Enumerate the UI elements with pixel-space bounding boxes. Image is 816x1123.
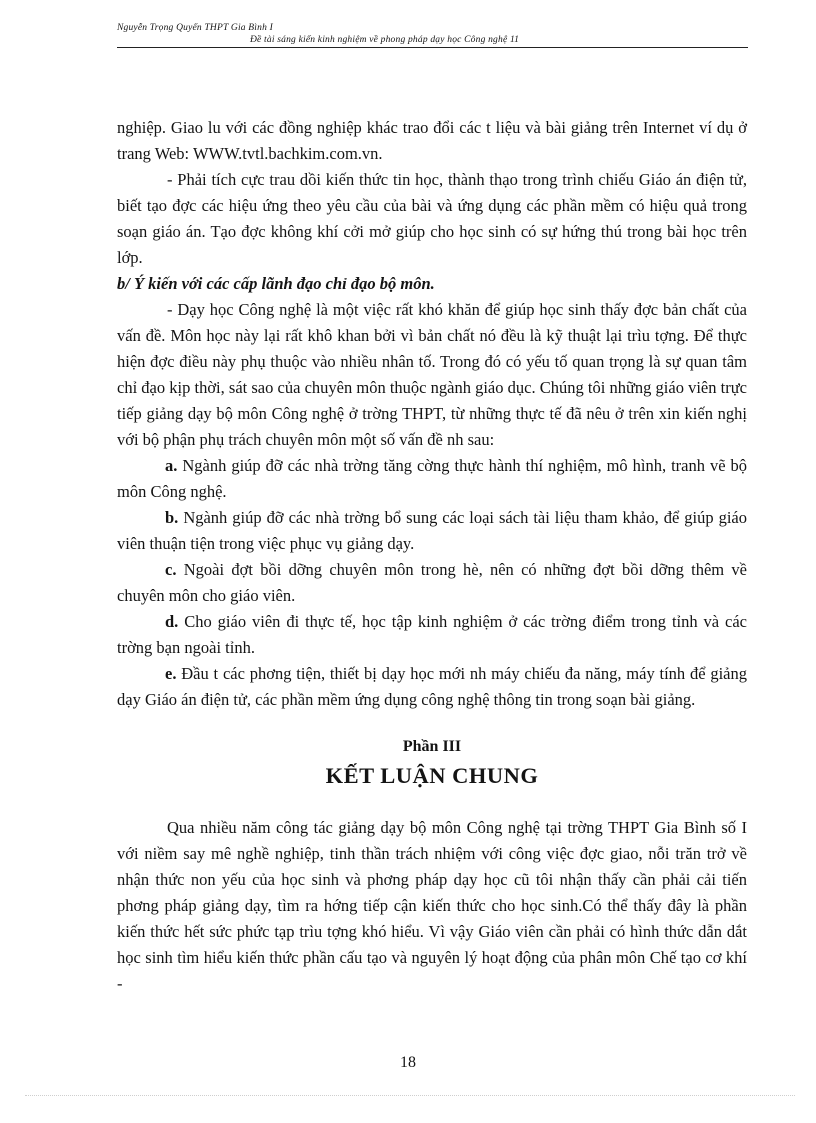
list-item-text: Ngoài đợt bồi dỡng chuyên môn trong hè, nên có những đợt bồi dỡng thêm về chuyên môn cho giáo viên. [117,560,748,605]
footer-rule [25,1095,795,1096]
list-item-c [117,557,747,609]
paragraph-2: - Phải tích cực trau dồi kiến thức tin học, thành thạo trong trình chiếu Giáo án điện tử, biết tạo đợc các hiệu ứng theo yêu cầu của bài và ứng dụng các phần mềm có hiệu quả trong soạn giáo án. Tạo đợc không khí cởi mở giúp cho học sinh có sự hứng thú trong bài học trên lớp. [117,170,747,267]
list-marker: b. [165,508,179,527]
header-author: Nguyễn Trọng Quyến THPT Gia Bình I [117,23,273,33]
paragraph-4: Qua nhiều năm công tác giảng dạy bộ môn Công nghệ tại trờng THPT Gia Bình số I với niềm say mê nghề nghiệp, tinh thần trách nhiệm với công việc đợc giao, nỗi trăn trở về nhận thức non yếu của học sinh và phơng pháp dạy học cũ tôi nhận thấy cần phải cải tiến phơng pháp giảng dạy, tìm ra hớng tiếp cận kiến thức cho học sinh.Có thể thấy đây là phần kiến thức hết sức phức tạp trìu tợng khó hiểu. Vì vậy Giáo viên cần phải có hình thức dẫn dắt học sinh tìm hiểu kiến thức phần cấu tạo và nguyên lý hoạt động của phân môn Chế tạo cơ khí - [117,818,747,993]
list-item-b [117,505,747,557]
page-number: 18 [400,1054,416,1071]
header-rule [117,47,748,48]
list-marker: d. [165,612,179,631]
list-marker: c. [165,560,177,579]
list-item-e [117,661,747,713]
list-item-a [117,453,747,505]
part-label: Phần III [402,738,462,755]
part-title: KẾT LUẬN CHUNG [325,763,539,788]
list-marker: a. [165,456,178,475]
list-item-text: Đầu t các phơng tiện, thiết bị dạy học mới nh máy chiếu đa năng, máy tính để giảng dạy Giáo án điện tử, các phần mềm ứng dụng công nghệ thông tin trong soạn bài giảng. [117,664,748,709]
header-topic: Đề tài sáng kiến kinh nghiệm về phong pháp dạy học Công nghệ 11 [250,35,520,45]
paragraph-3: - Dạy học Công nghệ là một việc rất khó khăn để giúp học sinh thấy đợc bản chất của vấn đề. Môn học này lại rất khô khan bởi vì bản chất nó đều là kỹ thuật lại trìu tợng. Để thực hiện đợc điều này phụ thuộc vào nhiều nhân tố. Trong đó có yếu tố quan trọng là sự quan tâm chỉ đạo kịp thời, sát sao của chuyên môn thuộc ngành giáo dục. Chúng tôi những giáo viên trực tiếp giảng dạy bộ môn Công nghệ ở trờng THPT, từ những thực tế đã nêu ở trên xin kiến nghị với bộ phận phụ trách chuyên môn một số vấn đề nh sau: [117,300,747,449]
paragraph-1: nghiệp. Giao lu với các đồng nghiệp khác trao đổi các t liệu và bài giảng trên Internet ví dụ ở trang Web: WWW.tvtl.bachkim.com.vn. [117,118,747,163]
section-heading-b: b/ Ý kiến với các cấp lãnh đạo chỉ đạo bộ môn. [117,274,435,293]
list-item-text: Cho giáo viên đi thực tế, học tập kinh nghiệm ở các trờng điểm trong tỉnh và các trờng bạn ngoài tỉnh. [117,612,747,657]
body-text [117,115,747,997]
list-item-text: Ngành giúp đỡ các nhà trờng bổ sung các loại sách tài liệu tham khảo, để giúp giáo viên thuận tiện trong việc phục vụ giảng dạy. [117,508,748,553]
list-marker: e. [165,664,177,683]
list-item-text: Ngành giúp đỡ các nhà trờng tăng cờng thực hành thí nghiệm, mô hình, tranh vẽ bộ môn Công nghệ. [117,456,748,501]
list-item-d [117,609,747,661]
